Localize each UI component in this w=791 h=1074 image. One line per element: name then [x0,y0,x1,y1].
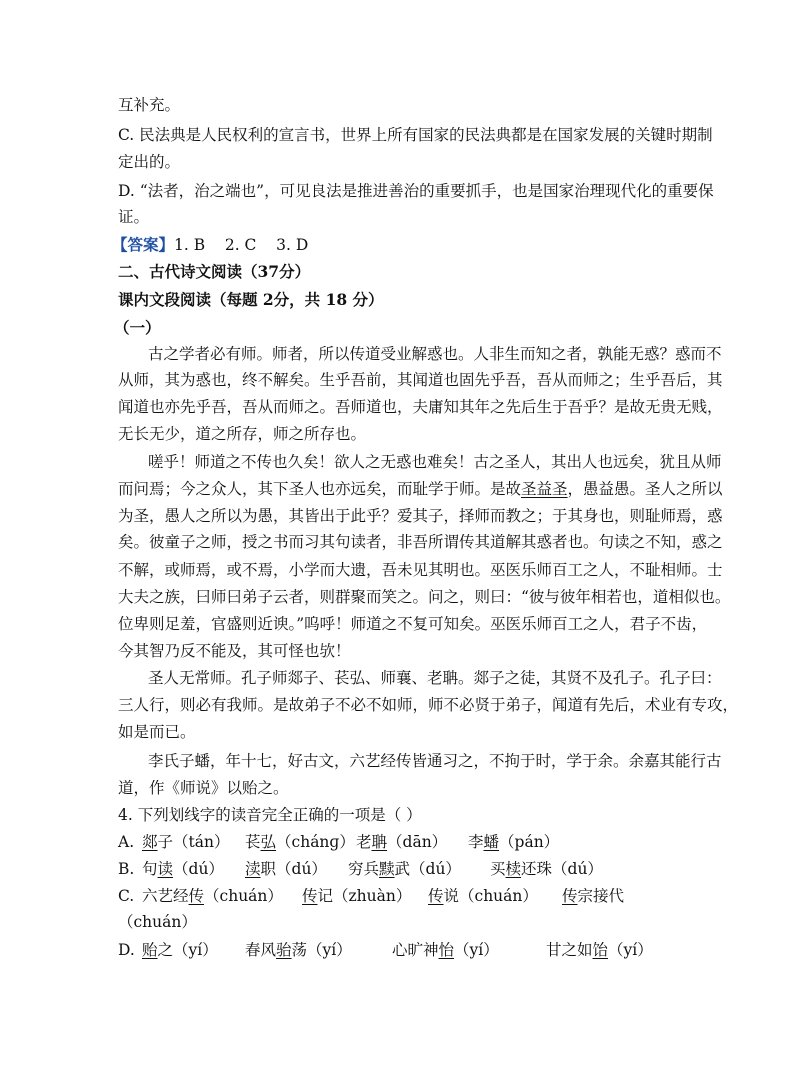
part-label: （一） [114,318,161,337]
option-c-label: C. [118,887,135,905]
option-a-item: 李蟠（pán） [468,833,560,851]
text-line: 互补充。 [118,96,181,114]
question-stem: 4. 下列划线字的读音完全正确的一项是（ ） [118,806,422,824]
answer-text: 1. B 2. C 3. D [174,236,309,254]
passage-line: 李氏子蟠，年十七，好古文，六艺经传皆通习之，不拘于时，学于余。余嘉其能行古 [148,752,722,770]
passage-line: 如是而已。 [118,723,196,741]
option-d-item: 贻之（yí） [142,941,218,959]
option-c-wrap: （chuán） [118,913,197,931]
option-c-line: C. 民法典是人民权利的宣言书，世界上所有国家的民法典都是在国家发展的关键时期制 [118,126,713,144]
passage-line: 大夫之族，曰师曰弟子云者，则群聚而笑之。问之，则曰：“彼与彼年相若也，道相似也。 [118,588,731,606]
option-c-item: 传宗接代 [562,887,625,905]
passage-line: 三人行，则必有我师。是故弟子不必不如师，师不必贤于弟子，闻道有先后，术业有专攻， [118,696,739,714]
passage-line: 道，作《师说》以贻之。 [118,779,289,797]
option-a-item: 苌弘（chánɡ） [245,833,355,851]
passage-line: 嗟乎！师道之不传也久矣！欲人之无惑也难矣！古之圣人，其出人也远矣，犹且从师 [148,453,722,471]
option-a-item: 老聃（dān） [356,833,448,851]
passage-line: 圣人无常师。孔子师郯子、苌弘、师襄、老聃。郯子之徒，其贤不及孔子。孔子曰： [148,669,722,687]
passage-line: 闻道也亦先乎吾，吾从而师之。吾师道也，夫庸知其年之先后生于吾乎？是故无贵无贱， [118,398,723,416]
answer-label: 【答案】 [112,235,175,254]
passage-line: 不解，或师焉，或不焉，小学而大遗，吾未见其明也。巫医乐师百工之人，不耻相师。士 [118,561,723,579]
passage-line: 矣。彼童子之师，授之书而习其句读者，非吾所谓传其道解其惑者也。句读之不知，惑之 [118,533,723,551]
underlined-phrase: 圣益圣 [521,480,568,498]
option-d-line: D. “法者，治之端也”，可见良法是推进善治的重要抓手，也是国家治理现代化的重要保 [118,182,714,200]
option-c-line-cont: 定出的。 [118,153,181,171]
option-d-item: 甘之如饴（yí） [546,941,653,959]
answer-line [112,235,308,255]
passage-line: 今其智乃反不能及，其可怪也欤！ [118,642,351,660]
section-title: 二、古代诗文阅读（37分） [118,262,311,281]
passage-line: 位卑则足羞，官盛则近谀。”呜呼！师道之不复可知矣。巫医乐师百工之人，君子不齿， [118,615,708,633]
option-d-item: 心旷神怡（yí） [392,941,499,959]
option-b-item: 句读（dú） [142,860,224,878]
passage-line: 从师，其为惑也，终不解矣。生乎吾前，其闻道也固先乎吾，吾从而师之；生乎吾后，其 [118,371,723,389]
option-b-item: 穷兵黩武（dú） [348,860,461,878]
option-a-label: A. [118,833,135,851]
option-d-item: 春风骀荡（yí） [245,941,352,959]
option-d-line-cont: 证。 [118,208,150,226]
option-c-item: 传说（chuán） [428,887,538,905]
passage-line: 古之学者必有师。师者，所以传道受业解惑也。人非生而知之者，孰能无惑？惑而不 [148,345,722,363]
option-b-item: 买椟还珠（dú） [490,860,603,878]
passage-line: 为圣，愚人之所以为愚，其皆出于此乎？爱其子，择师而教之；于其身也，则耻师焉，惑 [118,507,723,525]
option-c-item: 六艺经传（chuán） [142,887,283,905]
option-a-item: 郯子（tán） [142,833,230,851]
passage-line: 而问焉；今之众人，其下圣人也亦远矣，而耻学于师。是故圣益圣，愚益愚。圣人之所以 [118,480,723,498]
section-subtitle: 课内文段阅读（每题 2分，共 18 分） [118,290,384,309]
option-b-item: 渎职（dú） [245,860,327,878]
option-c-item: 传记（zhuàn） [302,887,412,905]
option-d-label: D. [118,941,135,959]
option-b-label: B. [118,860,135,878]
passage-line: 无长无少，道之所存，师之所存也。 [118,425,367,443]
